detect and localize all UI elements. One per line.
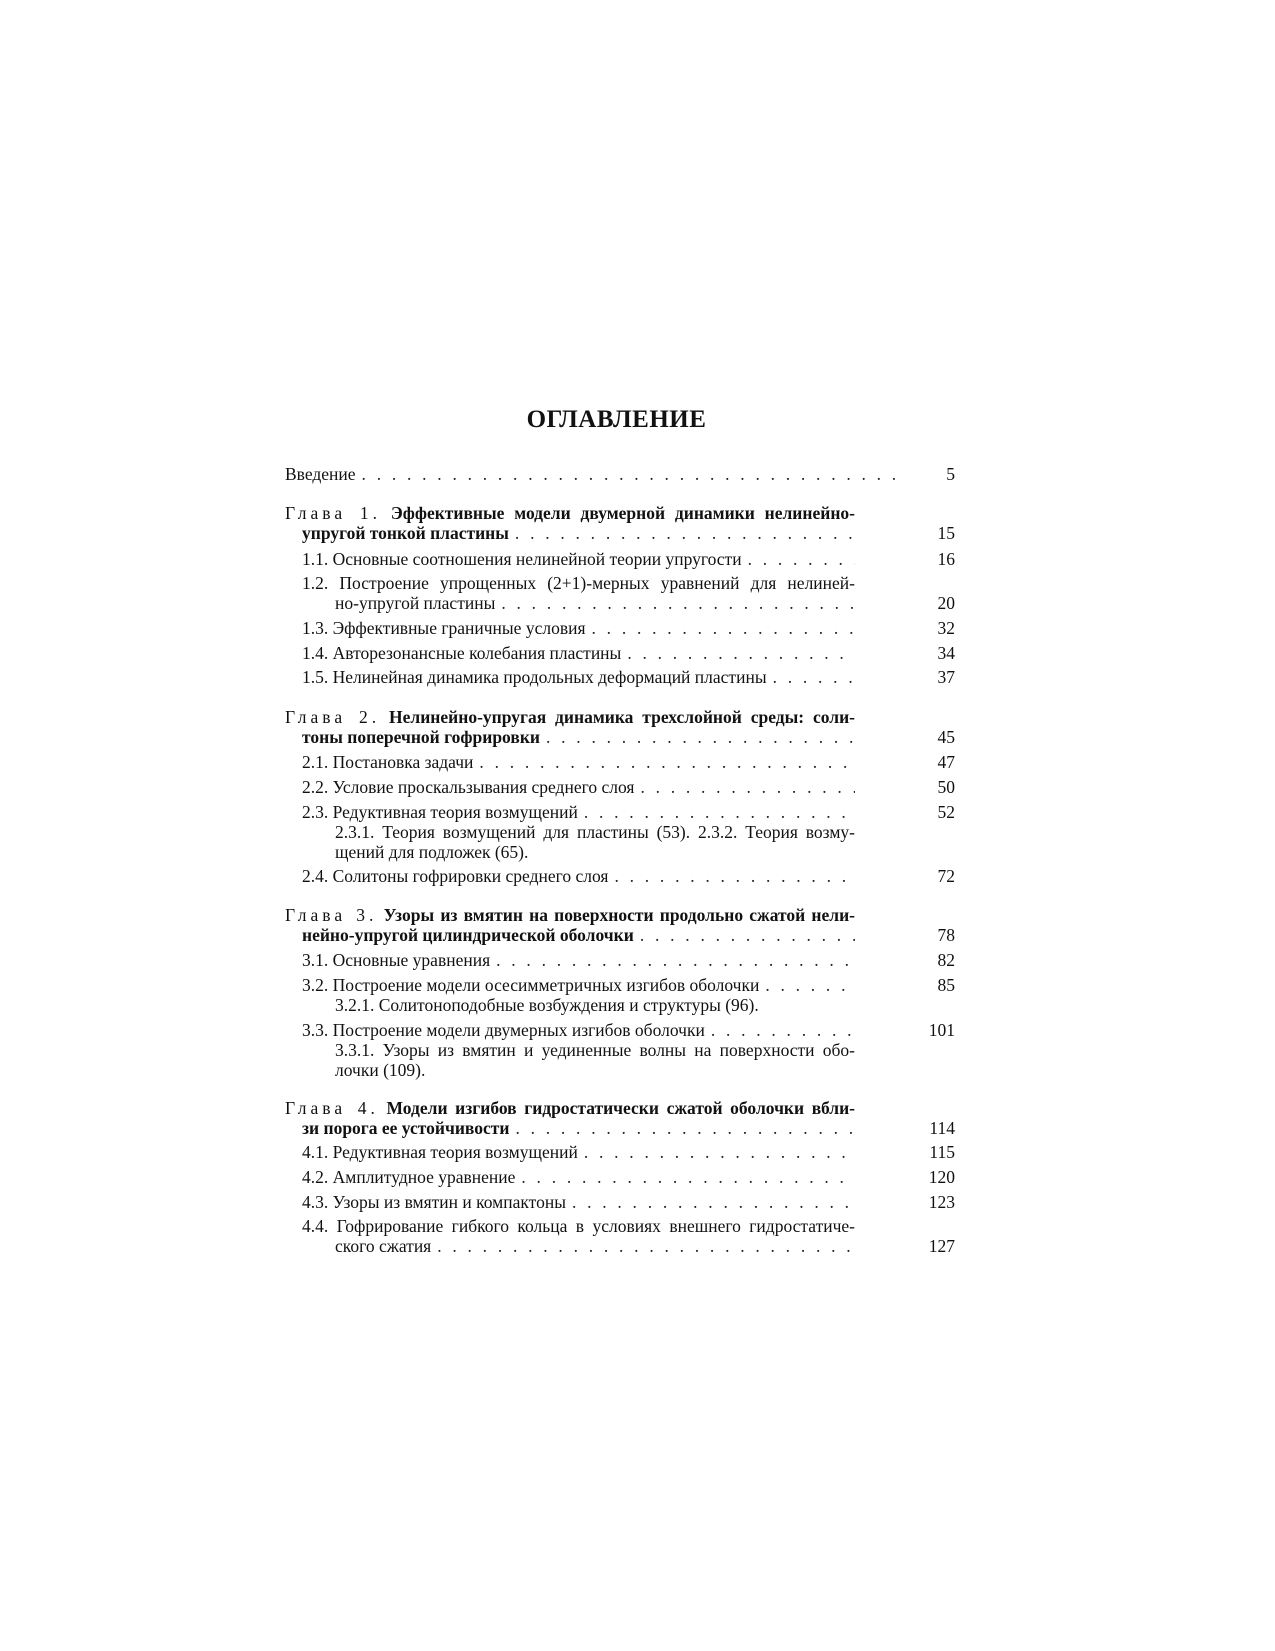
toc-section-2-1[interactable]	[302, 751, 955, 773]
section-title: Условие проскальзывания среднего слоя	[332, 777, 635, 797]
toc-page-number: 20	[937, 593, 955, 613]
toc-chapter-1-heading[interactable]	[285, 502, 855, 524]
section-title: Нелинейная динамика продольных деформаций пластины	[332, 667, 767, 687]
toc-section-2-2[interactable]	[302, 776, 955, 798]
toc-chapter-2-heading-cont[interactable]	[302, 726, 955, 748]
toc-subsections-3-3-cont[interactable]	[335, 1059, 955, 1081]
section-number: 2.4.	[302, 866, 329, 886]
section-title: Эффективные граничные условия	[332, 618, 586, 638]
chapter-title: упругой тонкой пластины	[302, 523, 509, 543]
chapter-title: нейно-упругой цилиндрической оболочки	[302, 925, 634, 945]
toc-section-4-4[interactable]	[302, 1215, 855, 1237]
subsection-list: 3.3.1. Узоры из вмятин и уединенные волны на поверхности обо-	[335, 1040, 855, 1060]
toc-chapter-1-heading-cont[interactable]	[302, 522, 955, 544]
chapter-title: Модели изгибов гидростатически сжатой оболочки вбли-	[386, 1098, 855, 1118]
toc-page-number: 15	[937, 523, 955, 543]
chapter-title: тоны поперечной гофрировки	[302, 727, 540, 747]
toc-section-1-2[interactable]	[302, 572, 855, 594]
section-title: Построение модели двумерных изгибов оболочки	[332, 1020, 705, 1040]
toc-page-number: 5	[946, 464, 955, 484]
section-number: 2.2.	[302, 777, 329, 797]
toc-subsections-2-3[interactable]	[335, 821, 855, 843]
subsection-list: 2.3.1. Теория возмущений для пластины (53). 2.3.2. Теория возму-	[335, 822, 855, 842]
toc-page-number: 114	[929, 1118, 955, 1138]
section-number: 2.3.	[302, 802, 329, 822]
section-title: Основные уравнения	[332, 950, 491, 970]
toc-page-number: 52	[937, 802, 955, 822]
section-number: 1.4.	[302, 643, 329, 663]
section-title: Гофрирование гибкого кольца в условиях внешнего гидростатиче-	[336, 1216, 855, 1236]
toc-page-number: 32	[937, 618, 955, 638]
toc-section-2-4[interactable]	[302, 865, 955, 887]
section-number: 1.5.	[302, 667, 329, 687]
toc-section-3-2[interactable]	[302, 974, 955, 996]
chapter-title: Эффективные модели двумерной динамики нелинейно-	[390, 503, 855, 523]
section-number: 4.2.	[302, 1167, 329, 1187]
toc-section-3-3[interactable]	[302, 1019, 955, 1041]
toc-page-number: 45	[937, 727, 955, 747]
section-title: Солитоны гофрировки среднего слоя	[332, 866, 609, 886]
section-number: 4.3.	[302, 1192, 329, 1212]
section-number: 4.1.	[302, 1142, 329, 1162]
toc-page-number: 120	[928, 1167, 955, 1187]
toc-page-number: 72	[937, 866, 955, 886]
page-title: ОГЛАВЛЕНИЕ	[526, 406, 707, 433]
toc-page-number: 85	[937, 975, 955, 995]
toc-section-1-5[interactable]	[302, 666, 955, 688]
toc-section-1-1[interactable]	[302, 548, 955, 570]
subsection-list: 3.2.1. Солитоноподобные возбуждения и структуры (96).	[335, 995, 759, 1015]
toc-section-3-1[interactable]	[302, 949, 955, 971]
toc-section-4-1[interactable]	[302, 1141, 955, 1163]
toc-section-1-3[interactable]	[302, 617, 955, 639]
chapter-prefix: Глава 3.	[285, 905, 378, 925]
section-title: но-упругой пластины	[335, 593, 496, 613]
toc-subsections-3-2[interactable]	[335, 994, 955, 1016]
toc-page-number: 78	[937, 925, 955, 945]
toc-page-number: 82	[937, 950, 955, 970]
toc-chapter-3-heading[interactable]	[285, 904, 855, 926]
toc-subsections-3-3[interactable]	[335, 1039, 855, 1061]
section-title: Редуктивная теория возмущений	[332, 1142, 578, 1162]
section-number: 3.2.	[302, 975, 329, 995]
toc-section-1-4[interactable]	[302, 642, 955, 664]
toc-page-number: 101	[928, 1020, 955, 1040]
section-number: 1.3.	[302, 618, 329, 638]
toc-section-4-3[interactable]	[302, 1191, 955, 1213]
section-title: Редуктивная теория возмущений	[332, 802, 578, 822]
toc-page-number: 34	[937, 643, 955, 663]
section-title: Авторезонансные колебания пластины	[332, 643, 622, 663]
section-title: Построение модели осесимметричных изгибов оболочки	[332, 975, 760, 995]
chapter-prefix: Глава 1.	[285, 503, 382, 523]
section-number: 3.3.	[302, 1020, 329, 1040]
toc-section-1-2-cont[interactable]	[335, 592, 955, 614]
chapter-title: зи порога ее устойчивости	[302, 1118, 510, 1138]
chapter-title: Узоры из вмятин на поверхности продольно сжатой нели-	[383, 905, 855, 925]
chapter-prefix: Глава 4.	[285, 1098, 379, 1118]
section-number: 4.4.	[302, 1216, 329, 1236]
toc-page-number: 123	[928, 1192, 955, 1212]
toc-chapter-4-heading[interactable]	[285, 1097, 855, 1119]
toc-entry-intro[interactable]	[285, 463, 955, 485]
section-title: Узоры из вмятин и компактоны	[332, 1192, 566, 1212]
section-title: Постановка задачи	[332, 752, 474, 772]
section-title: Основные соотношения нелинейной теории упругости	[332, 549, 742, 569]
toc-subsections-2-3-cont[interactable]	[335, 841, 955, 863]
toc-page-number: 16	[937, 549, 955, 569]
chapter-title: Нелинейно-упругая динамика трехслойной среды: соли-	[389, 707, 855, 727]
section-title: Построение упрощенных (2+1)-мерных уравнений для нелиней-	[339, 573, 855, 593]
section-title: Амплитудное уравнение	[332, 1167, 516, 1187]
toc-section-2-3[interactable]	[302, 801, 955, 823]
section-number: 1.2.	[302, 573, 329, 593]
section-number: 2.1.	[302, 752, 329, 772]
section-title: ского сжатия	[335, 1236, 432, 1256]
toc-page-number: 115	[929, 1142, 955, 1162]
toc-page-number: 127	[928, 1236, 955, 1256]
toc-section-4-4-cont[interactable]	[335, 1235, 955, 1257]
chapter-prefix: Глава 2.	[285, 707, 381, 727]
toc-chapter-3-heading-cont[interactable]	[302, 924, 955, 946]
section-number: 1.1.	[302, 549, 329, 569]
section-number: 3.1.	[302, 950, 329, 970]
toc-chapter-4-heading-cont[interactable]	[302, 1117, 955, 1139]
toc-chapter-2-heading[interactable]	[285, 706, 855, 728]
subsection-list: щений для подложек (65).	[335, 842, 529, 862]
subsection-list: лочки (109).	[335, 1060, 426, 1080]
toc-page-number: 37	[937, 667, 955, 687]
toc-page-number: 50	[937, 777, 955, 797]
toc-entry-label: Введение	[285, 464, 356, 484]
toc-page-number: 47	[937, 752, 955, 772]
toc-section-4-2[interactable]	[302, 1166, 955, 1188]
